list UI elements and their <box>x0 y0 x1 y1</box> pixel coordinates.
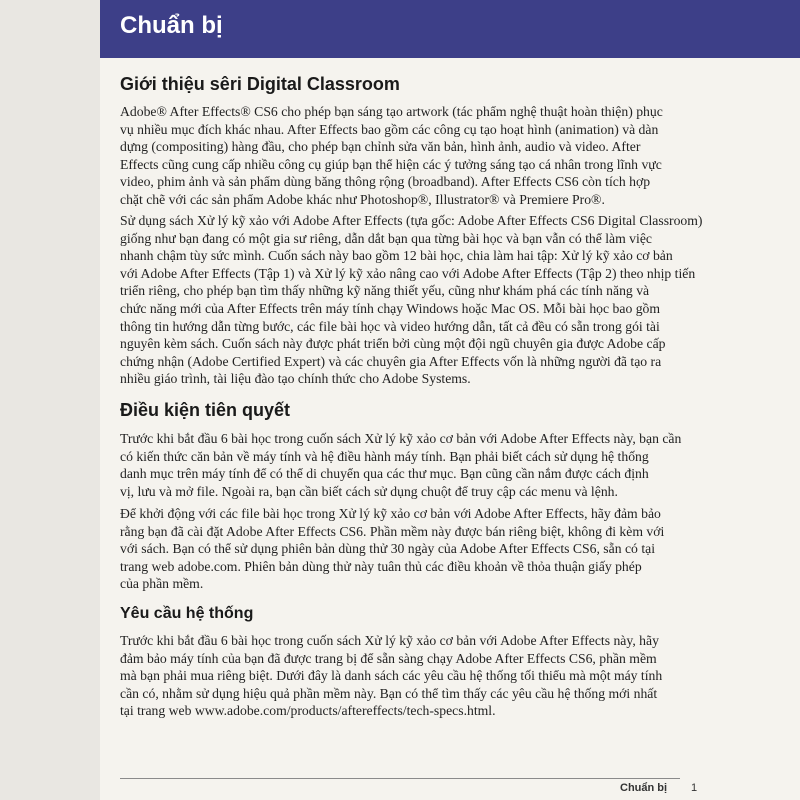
text-line: vụ nhiều mục đích khác nhau. After Effects bao gồm các công cụ tạo hoạt hình (animation) và dàn <box>120 121 659 137</box>
text-line: Adobe® After Effects® CS6 cho phép bạn sáng tạo artwork (tác phẩm nghệ thuật hoàn thiện) phục <box>120 104 663 119</box>
page-number: 1 <box>691 782 698 794</box>
text-line: chức năng mới của After Effects trên máy tính chạy Windows hoặc Mac OS. Mỗi bài học bao gồm <box>120 300 661 316</box>
text-line: chứng nhận (Adobe Certified Expert) và các chuyên gia After Effects vốn là những người đã tạo ra <box>120 353 662 369</box>
text-line: nguyên kèm sách. Cuốn sách này được phát triển bởi cùng một đội ngũ chuyên gia được Adobe cấp <box>120 336 666 352</box>
text-line: mà bạn phải mua riêng biệt. Dưới đây là danh sách các yêu cầu hệ thống tối thiểu mà một máy tính <box>120 668 663 684</box>
intro-paragraph-1 <box>120 103 680 209</box>
text-line: cần có, nhằm sử dụng hiệu quả phần mềm này. Bạn có thể tìm thấy các yêu cầu hệ thống mới nhất <box>120 685 658 701</box>
intro-paragraph-2 <box>120 212 703 388</box>
text-line: Trước khi bắt đầu 6 bài học trong cuốn sách Xử lý kỹ xảo cơ bản với Adobe After Effects này, hãy <box>120 633 659 648</box>
prerequisites-paragraph-1 <box>120 430 680 500</box>
text-line: dựng (compositing) hàng đầu, cho phép bạn chỉnh sửa văn bản, hình ảnh, audio và video. After <box>120 139 641 155</box>
text-line: triển riêng, cho phép bạn tìm thấy những kỹ năng thiết yếu, cũng như khám phá các tính năng và <box>120 283 650 299</box>
text-line: có kiến thức căn bản về máy tính và hệ điều hành máy tính. Bạn phải biết cách sử dụng hệ thống <box>120 448 649 464</box>
chapter-title: Chuẩn bị <box>120 12 223 39</box>
text-line: với sách. Bạn có thể sử dụng phiên bản dùng thử 30 ngày của Adobe After Effects CS6, sẵn có tại <box>120 541 655 557</box>
book-page <box>100 0 800 800</box>
text-line: nhiều giáo trình, tài liệu đào tạo chính thức cho Adobe Systems. <box>120 371 471 387</box>
chapter-banner <box>100 0 800 58</box>
footer-divider <box>120 778 680 779</box>
text-line: Sử dụng sách Xử lý kỹ xảo với Adobe After Effects (tựa gốc: Adobe After Effects CS6 Digital Classroom) <box>120 213 703 228</box>
system-requirements-paragraph <box>120 632 680 720</box>
section-heading-system-requirements: Yêu cầu hệ thống <box>120 605 254 622</box>
text-line: Để khởi động với các file bài học trong Xử lý kỹ xảo cơ bản với Adobe After Effects, hãy đảm bảo <box>120 506 661 521</box>
footer-section-label: Chuẩn bị <box>620 782 668 794</box>
text-line: thông tin hướng dẫn từng bước, các file bài học và video hướng dẫn, tất cả đều có sẵn trong gói tài <box>120 318 660 334</box>
text-line: trang web adobe.com. Phiên bản dùng thử này tuân thủ các điều khoản về thỏa thuận giấy phép <box>120 558 642 574</box>
text-line: Trước khi bắt đầu 6 bài học trong cuốn sách Xử lý kỹ xảo cơ bản với Adobe After Effects này, bạn cần <box>120 431 682 446</box>
text-line: Effects cũng cung cấp nhiều công cụ giúp bạn thể hiện các ý tưởng sáng tạo cá nhân trong lĩnh vực <box>120 156 662 172</box>
text-line: vị, lưu và mở file. Ngoài ra, bạn cần biết cách sử dụng chuột để truy cập các menu và lệnh. <box>120 483 618 499</box>
text-line: với Adobe After Effects (Tập 1) và Xử lý kỹ xảo nâng cao với Adobe After Effects (Tập 2) theo nhịp tiến <box>120 265 696 281</box>
prerequisites-paragraph-2 <box>120 505 680 593</box>
section-heading-prerequisites: Điều kiện tiên quyết <box>120 400 291 420</box>
text-line: giống như bạn đang có một gia sư riêng, dẫn dắt bạn qua từng bài học và bạn vẫn có thể làm việc <box>120 230 652 246</box>
text-line: của phần mềm. <box>120 576 204 592</box>
text-line: nhanh chậm tùy sức mình. Cuốn sách này bao gồm 12 bài học, chia làm hai tập: Xử lý kỹ xảo cơ bản <box>120 248 673 264</box>
text-line: rằng bạn đã cài đặt Adobe After Effects CS6. Phần mềm này được bán riêng biệt, không đi kèm với <box>120 523 665 539</box>
text-line: đảm bảo máy tính của bạn đã được trang bị để sẵn sàng chạy Adobe After Effects CS6, phần mềm <box>120 650 657 666</box>
text-line: danh mục trên máy tính để có thể di chuyển qua các thư mục. Bạn cũng cần nắm được cách định <box>120 466 649 482</box>
section-heading-intro: Giới thiệu sêri Digital Classroom <box>120 74 400 94</box>
text-line: video, phim ảnh và sản phẩm dùng băng thông rộng (broadband). After Effects CS6 còn tích hợp <box>120 174 651 190</box>
text-line: chặt chẽ với các sản phẩm Adobe khác như Photoshop®, Illustrator® và Premiere Pro®. <box>120 191 605 207</box>
text-line: tại trang web www.adobe.com/products/aftereffects/tech-specs.html. <box>120 703 496 719</box>
